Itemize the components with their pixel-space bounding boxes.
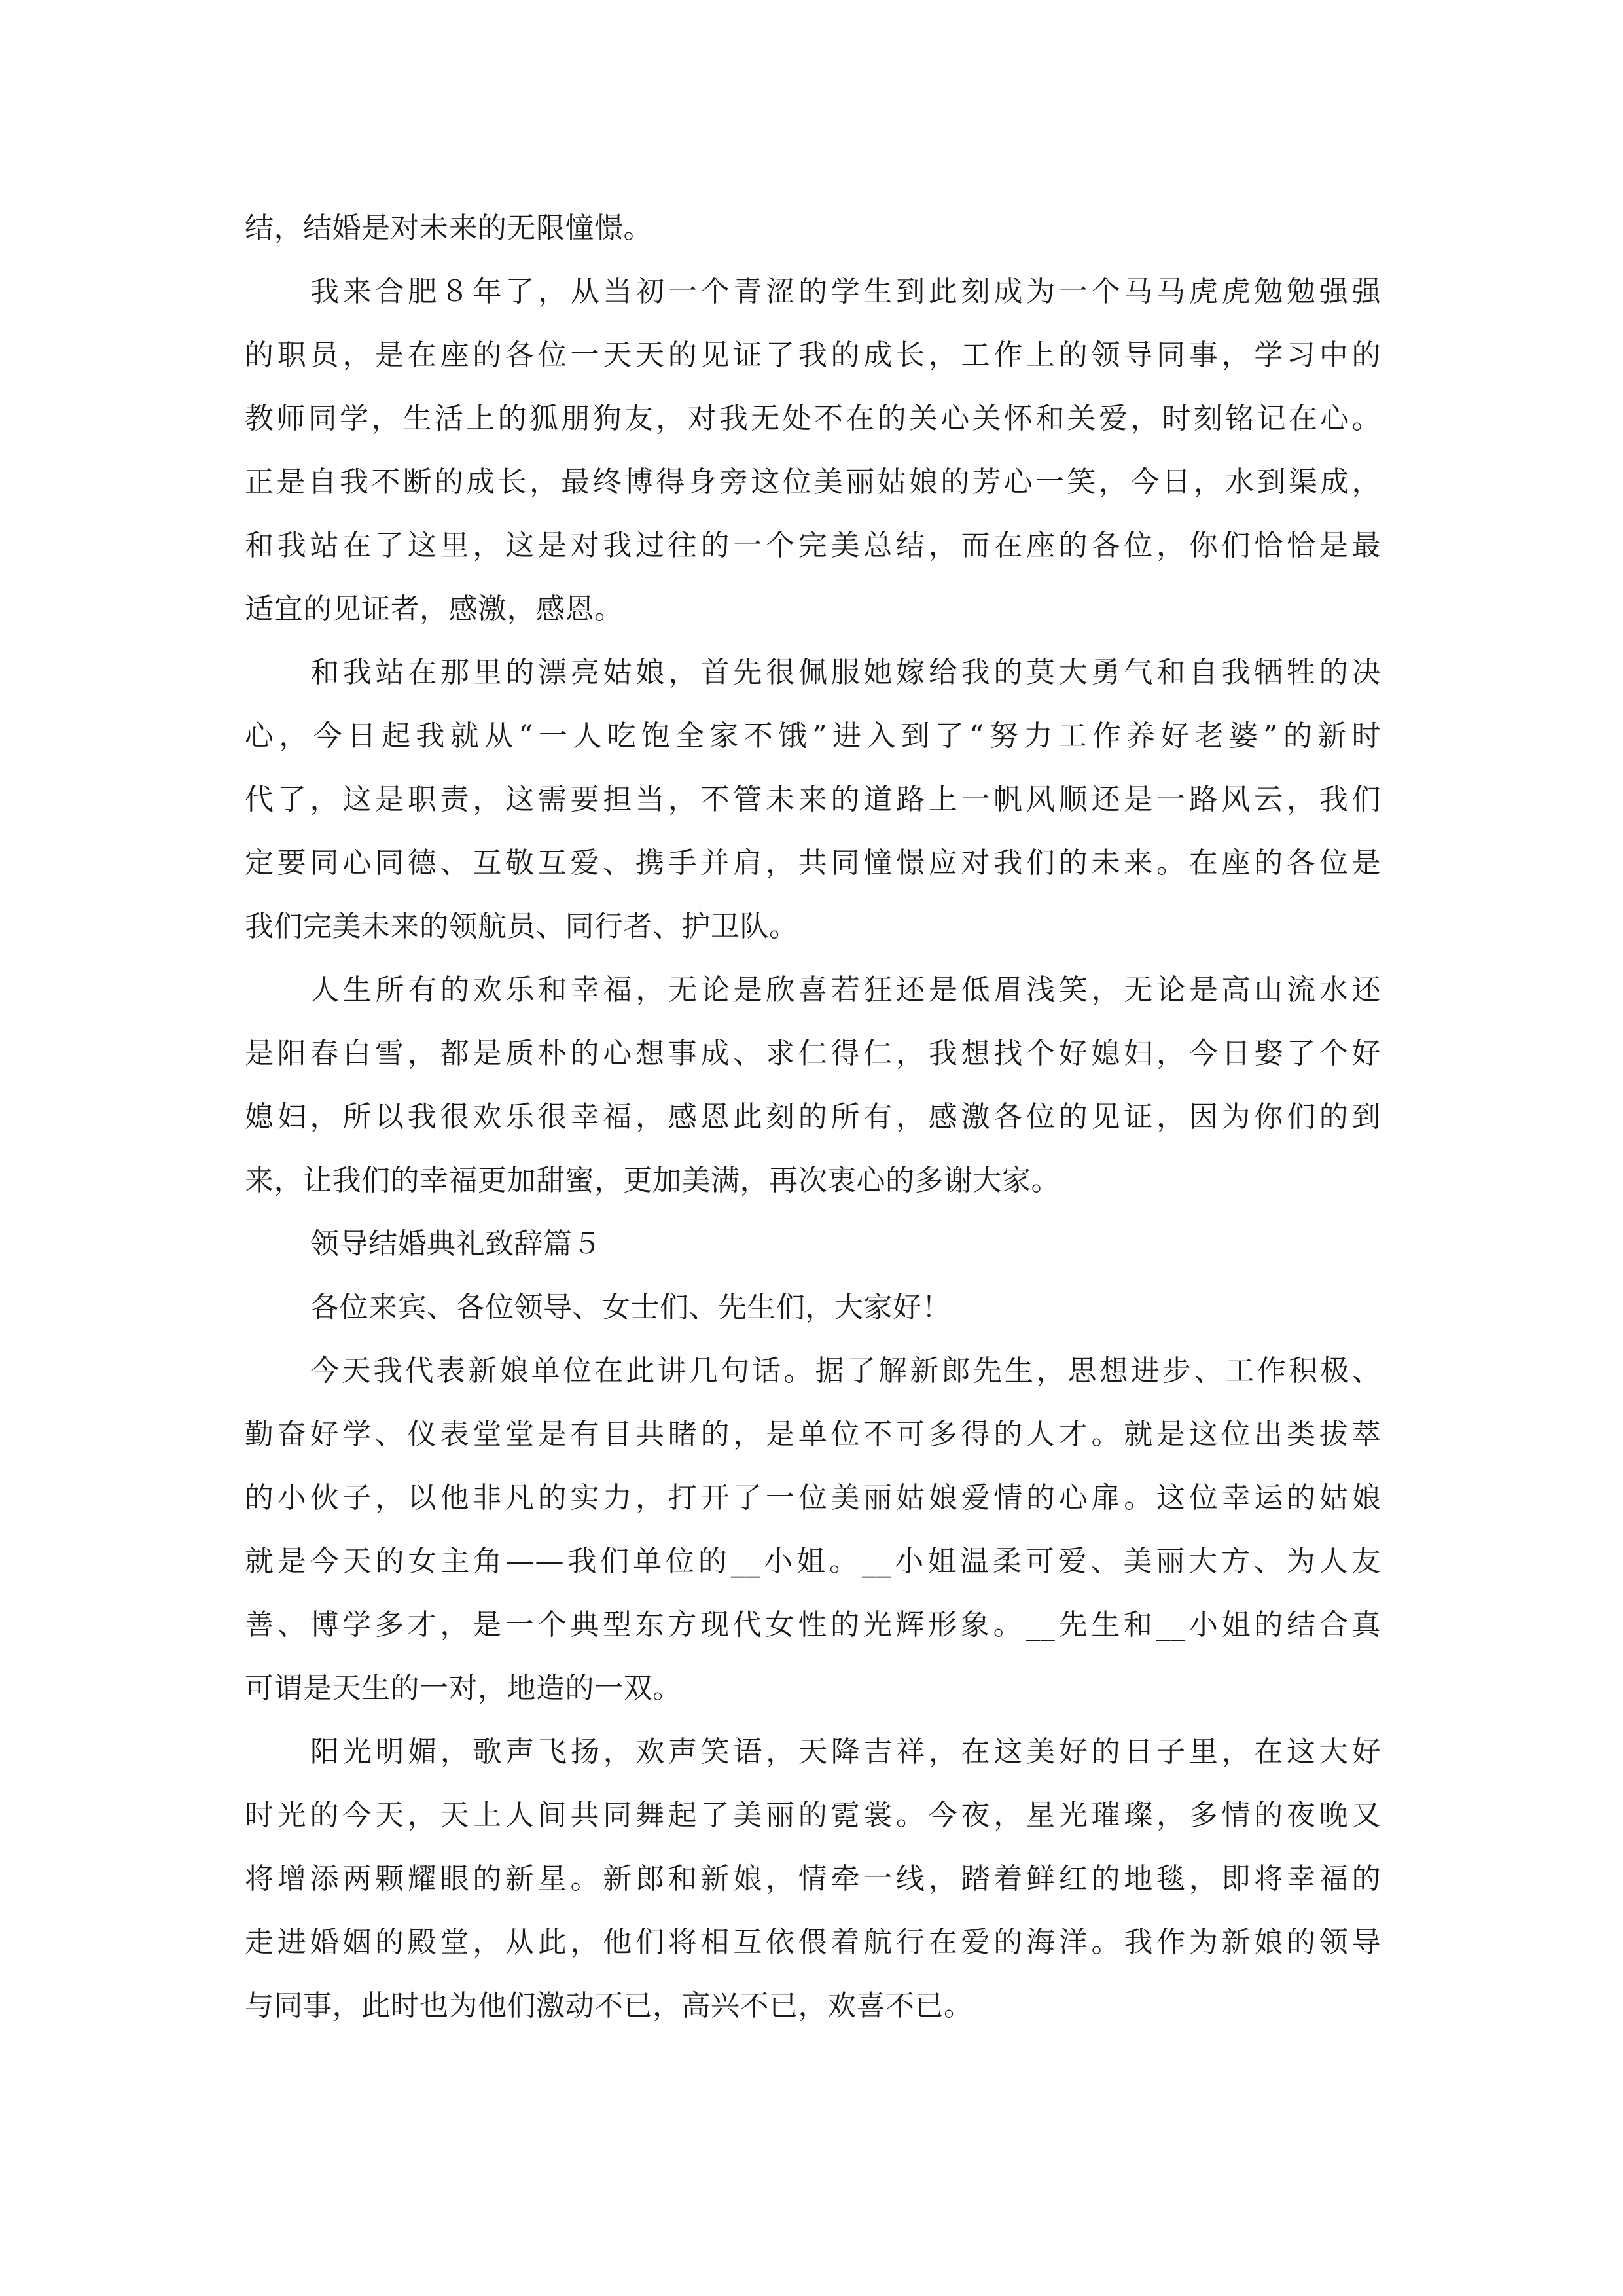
paragraph-line: 善、博学多才，是一个典型东方现代女性的光辉形象。__先生和__小姐的结合真 bbox=[245, 1608, 1381, 1641]
document-body bbox=[245, 196, 1381, 2037]
paragraph bbox=[245, 196, 1381, 260]
paragraph-line: 人生所有的欢乐和幸福，无论是欣喜若狂还是低眉浅笑，无论是高山流水还 bbox=[310, 973, 1381, 1007]
paragraph-line: 结，结婚是对未来的无限憧憬。 bbox=[245, 211, 652, 245]
paragraph-line: 阳光明媚，歌声飞扬，欢声笑语，天降吉祥，在这美好的日子里，在这大好 bbox=[310, 1735, 1381, 1768]
paragraph-line: 我们完美未来的领航员、同行者、护卫队。 bbox=[245, 910, 798, 943]
paragraph bbox=[245, 1339, 1381, 1720]
paragraph-line: 与同事，此时也为他们激动不已，高兴不已，欢喜不已。 bbox=[245, 1989, 973, 2022]
paragraph-line: 是阳春白雪，都是质朴的心想事成、求仁得仁，我想找个好媳妇，今日娶了个好 bbox=[245, 1037, 1381, 1070]
paragraph-line: 我来合肥８年了，从当初一个青涩的学生到此刻成为一个马马虎虎勉勉强强 bbox=[310, 275, 1381, 308]
paragraph-line: 的职员，是在座的各位一天天的见证了我的成长，工作上的领导同事，学习中的 bbox=[245, 338, 1381, 372]
paragraph-line: 勤奋好学、仪表堂堂是有目共睹的，是单位不可多得的人才。就是这位出类拔萃 bbox=[245, 1418, 1381, 1451]
paragraph-line: 心，今日起我就从“一人吃饱全家不饿”进入到了“努力工作养好老婆”的新时 bbox=[245, 719, 1381, 753]
paragraph-line: 时光的今天，天上人间共同舞起了美丽的霓裳。今夜，星光璀璨，多情的夜晚又 bbox=[245, 1799, 1381, 1832]
paragraph-line: 和我站在了这里，这是对我过往的一个完美总结，而在座的各位，你们恰恰是最 bbox=[245, 529, 1381, 562]
paragraph-line: 定要同心同德、互敬互爱、携手并肩，共同憧憬应对我们的未来。在座的各位是 bbox=[245, 846, 1381, 880]
greeting-line: 各位来宾、各位领导、女士们、先生们，大家好！ bbox=[310, 1291, 951, 1324]
paragraph-line: 适宜的见证者，感激，感恩。 bbox=[245, 592, 624, 626]
paragraph-line: 正是自我不断的成长，最终博得身旁这位美丽姑娘的芳心一笑，今日，水到渠成， bbox=[245, 465, 1381, 499]
paragraph-line: 教师同学，生活上的狐朋狗友，对我无处不在的关心关怀和关爱，时刻铭记在心。 bbox=[245, 402, 1381, 435]
section-heading: 领导结婚典礼致辞篇５ bbox=[310, 1227, 601, 1261]
paragraph-line: 媳妇，所以我很欢乐很幸福，感恩此刻的所有，感激各位的见证，因为你们的到 bbox=[245, 1100, 1381, 1134]
paragraph-line: 走进婚姻的殿堂，从此，他们将相互依偎着航行在爱的海洋。我作为新娘的领导 bbox=[245, 1926, 1381, 1959]
paragraph-line: 来，让我们的幸福更加甜蜜，更加美满，再次衷心的多谢大家。 bbox=[245, 1164, 1060, 1197]
paragraph bbox=[245, 1720, 1381, 2037]
paragraph-line: 和我站在那里的漂亮姑娘，首先很佩服她嫁给我的莫大勇气和自我牺牲的决 bbox=[310, 656, 1381, 689]
paragraph-line: 的小伙子，以他非凡的实力，打开了一位美丽姑娘爱情的心扉。这位幸运的姑娘 bbox=[245, 1481, 1381, 1515]
paragraph bbox=[245, 260, 1381, 641]
paragraph-line: 代了，这是职责，这需要担当，不管未来的道路上一帆风顺还是一路风云，我们 bbox=[245, 783, 1381, 816]
paragraph-line: 将增添两颗耀眼的新星。新郎和新娘，情牵一线，踏着鲜红的地毯，即将幸福的 bbox=[245, 1862, 1381, 1895]
paragraph-line: 今天我代表新娘单位在此讲几句话。据了解新郎先生，思想进步、工作积极、 bbox=[310, 1354, 1381, 1388]
paragraph-line: 就是今天的女主角——我们单位的__小姐。__小姐温柔可爱、美丽大方、为人友 bbox=[245, 1545, 1381, 1578]
paragraph bbox=[245, 641, 1381, 958]
paragraph-line: 可谓是天生的一对，地造的一双。 bbox=[245, 1672, 682, 1705]
paragraph bbox=[245, 958, 1381, 1212]
